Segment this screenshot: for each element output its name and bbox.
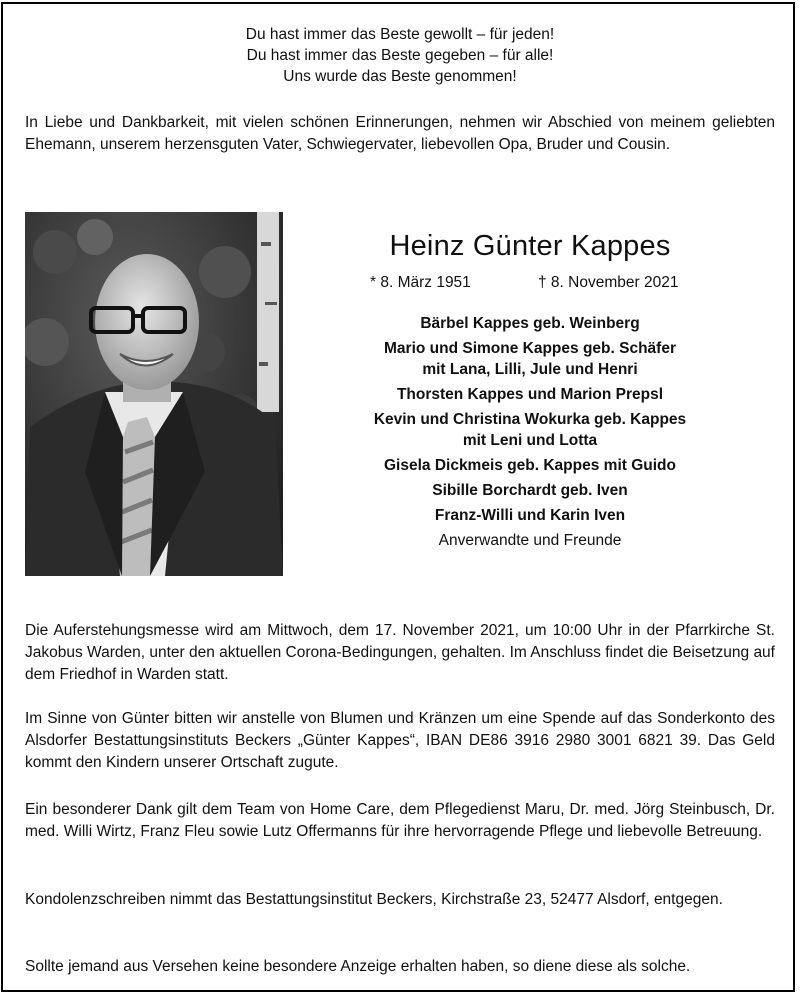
- poem: [0, 24, 800, 87]
- deceased-block: [330, 228, 730, 551]
- mourner-entry: [330, 480, 730, 501]
- condolences-paragraph: Kondolenzschreiben nimmt das Bestattungsinstitut Beckers, Kirchstraße 23, 52477 Alsdorf, entgegen.: [25, 891, 723, 908]
- thanks-paragraph: Ein besonderer Dank gilt dem Team von Home Care, dem Pflegedienst Maru, Dr. med. Jörg Steinbusch, Dr. med. Willi Wirtz, Franz Fleu sowie Lutz Offermanns für ihre hervorragende Pflege und liebevolle Betreuung.: [25, 801, 775, 840]
- poem-line: Du hast immer das Beste gegeben – für alle!: [246, 47, 554, 64]
- mourner-line: mit Lana, Lilli, Jule und Henri: [422, 361, 638, 378]
- mourner-entry: [330, 338, 730, 380]
- poem-line: Uns wurde das Beste genommen!: [283, 68, 517, 85]
- notice-paragraph: Sollte jemand aus Versehen keine besondere Anzeige erhalten haben, so diene diese als solche.: [25, 958, 691, 975]
- mourner-line: Thorsten Kappes und Marion Prepsl: [396, 386, 664, 403]
- death-date: † 8. November 2021: [538, 274, 679, 291]
- deceased-name: Heinz Günter Kappes: [389, 230, 671, 262]
- mourner-line: Gisela Dickmeis geb. Kappes mit Guido: [383, 457, 676, 474]
- mourner-entry: [330, 409, 730, 451]
- mass-paragraph: Die Auferstehungsmesse wird am Mittwoch, dem 17. November 2021, um 10:00 Uhr in der Pfarrkirche St. Jakobus Warden, unter den aktuellen Corona-Bedingungen, gehalten. Im Anschluss findet die Beisetzung auf dem Friedhof in Warden statt.: [25, 622, 775, 683]
- mourner-entry: [330, 313, 730, 334]
- poem-line: Du hast immer das Beste gewollt – für jeden!: [245, 26, 555, 43]
- mourner-line: Franz-Willi und Karin Iven: [434, 507, 626, 524]
- mourners-list: [330, 313, 730, 551]
- mourner-line: Bärbel Kappes geb. Weinberg: [420, 315, 640, 332]
- intro-text: In Liebe und Dankbarkeit, mit vielen schönen Erinnerungen, nehmen wir Abschied von meinem geliebten Ehemann, unserem herzensguten Vater, Schwiegervater, liebevollen Opa, Bruder und Cousin.: [25, 114, 775, 153]
- mourner-line: mit Leni und Lotta: [462, 432, 598, 449]
- mourner-line: Mario und Simone Kappes geb. Schäfer: [384, 340, 676, 357]
- life-dates: [330, 274, 730, 300]
- mourner-line: Sibille Borchardt geb. Iven: [432, 482, 628, 499]
- mourner-line: Kevin und Christina Wokurka geb. Kappes: [373, 411, 687, 428]
- birth-date: * 8. März 1951: [370, 274, 471, 291]
- mourners-closing: Anverwandte und Freunde: [438, 532, 622, 549]
- mourner-entry: [330, 384, 730, 405]
- mourner-entry: [330, 505, 730, 526]
- donation-paragraph: Im Sinne von Günter bitten wir anstelle von Blumen und Kränzen um eine Spende auf das Sonderkonto des Alsdorfer Bestattungsinstituts Beckers „Günter Kappes“, IBAN DE86 3916 2980 3001 6821 39. Das Geld kommt den Kindern unserer Ortschaft zugute.: [25, 710, 775, 771]
- mourner-entry: [330, 455, 730, 476]
- portrait-photo: [25, 212, 283, 576]
